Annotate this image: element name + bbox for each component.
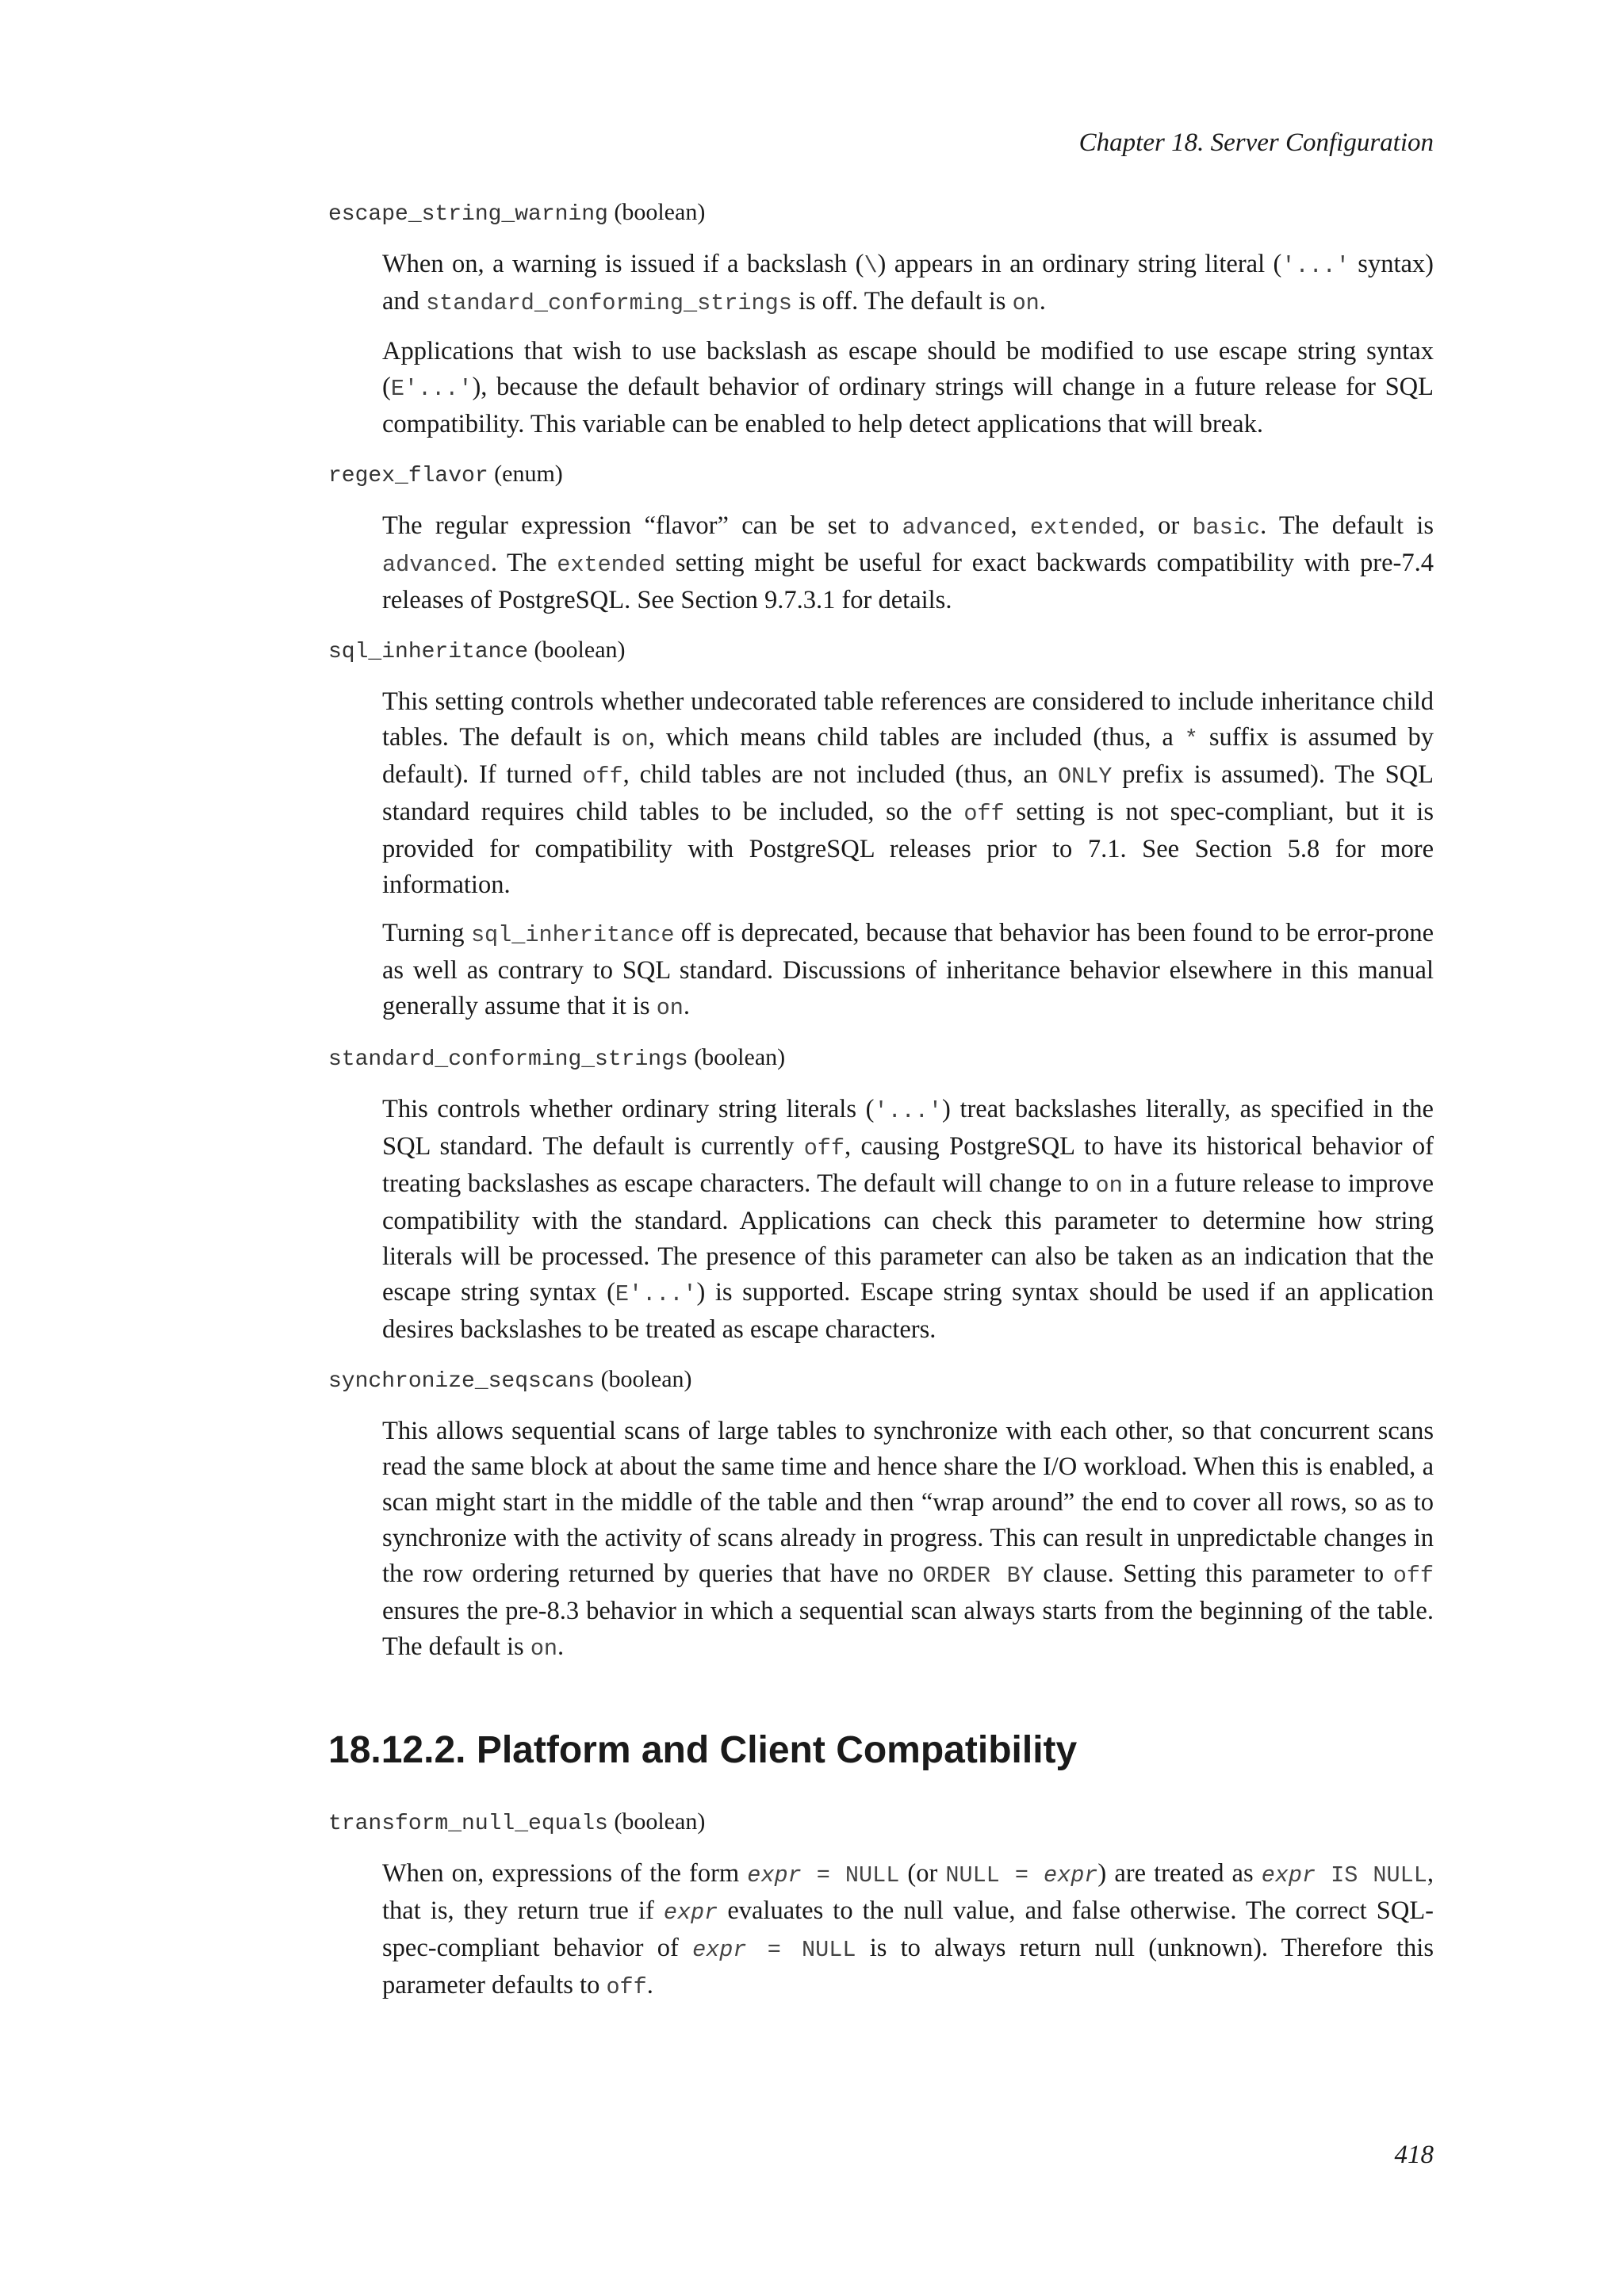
text-run: prefix is assumed). The SQL standard requires child tables to be included, so the bbox=[382, 760, 1434, 826]
text-run: , child tables are not included (thus, an bbox=[622, 760, 1058, 789]
text-run: ) are treated as bbox=[1097, 1859, 1262, 1888]
parameter-description bbox=[382, 1092, 1434, 1348]
parameter-term bbox=[328, 1364, 1434, 1398]
entry-list bbox=[328, 197, 1434, 1667]
code-text: '...' bbox=[1281, 253, 1350, 279]
inline-code bbox=[382, 552, 491, 578]
inline-code bbox=[963, 801, 1004, 827]
code-text: ONLY bbox=[1058, 763, 1113, 790]
entry-list-2 bbox=[328, 1806, 1434, 2005]
code-text: on bbox=[1095, 1173, 1123, 1199]
parameter-type: (enum) bbox=[494, 461, 563, 487]
inline-code bbox=[606, 1974, 646, 2000]
description-paragraph bbox=[382, 1856, 1434, 2005]
inline-code bbox=[582, 763, 622, 790]
code-text: off bbox=[1392, 1563, 1434, 1589]
parameter-term bbox=[328, 1042, 1434, 1076]
inline-code bbox=[1096, 1173, 1123, 1199]
code-text: sql_inheritance bbox=[470, 922, 675, 948]
code-text: '...' bbox=[874, 1098, 942, 1124]
code-text: * bbox=[1184, 726, 1198, 752]
text-run: Turning bbox=[382, 919, 471, 947]
code-text: ORDER BY bbox=[922, 1563, 1034, 1589]
inline-code bbox=[747, 1862, 899, 1888]
inline-code bbox=[923, 1563, 1034, 1589]
text-run: off is deprecated, because that behavior has been found to be error-prone as well as contrary to SQL standard. Discussions of inheritance behavior elsewhere in this manual generally assume that it is bbox=[382, 919, 1434, 1020]
text-run: ) appears in an ordinary string literal ( bbox=[877, 250, 1282, 278]
text-run: ) is supported. Escape string syntax should be used if an application desires backslashes to be treated as escape characters. bbox=[382, 1278, 1434, 1344]
code-placeholder: expr bbox=[747, 1862, 802, 1888]
parameter-description bbox=[382, 247, 1434, 442]
code-text: on bbox=[1012, 290, 1040, 316]
code-placeholder: expr bbox=[663, 1900, 718, 1926]
code-text: = NULL bbox=[801, 1862, 900, 1888]
parameter-type: (boolean) bbox=[534, 637, 626, 663]
inline-code bbox=[1393, 1563, 1434, 1589]
code-text: E'...' bbox=[615, 1281, 697, 1307]
description-paragraph bbox=[382, 916, 1434, 1026]
code-text: NULL = bbox=[945, 1862, 1044, 1888]
parameter-term bbox=[328, 1806, 1434, 1840]
parameter-type: (boolean) bbox=[614, 199, 706, 225]
code-text: \ bbox=[864, 253, 878, 279]
text-run: ensures the pre-8.3 behavior in which a sequential scan always starts from the beginning of the table. The default is bbox=[382, 1597, 1434, 1661]
text-run: clause. Setting this parameter to bbox=[1033, 1559, 1393, 1588]
inline-code bbox=[615, 1281, 697, 1307]
page-number: 418 bbox=[1394, 2141, 1434, 2169]
text-run: When on, a warning is issued if a backslash ( bbox=[382, 250, 864, 278]
text-run: syntax) and bbox=[382, 250, 1434, 316]
parameter-description bbox=[382, 684, 1434, 1026]
text-run: , that is, they return true if bbox=[382, 1859, 1434, 1925]
parameter-description bbox=[382, 1414, 1434, 1667]
parameter-type: (boolean) bbox=[614, 1808, 706, 1835]
description-paragraph bbox=[382, 1414, 1434, 1667]
inline-code bbox=[657, 995, 684, 1021]
parameter-type: (boolean) bbox=[600, 1366, 692, 1392]
text-run: This allows sequential scans of large tables to synchronize with each other, so that concurrent scans read the same block at about the same time and hence share the I/O workload. When this is enabled, a scan might start in the middle of the table and then “wrap around” the end to cover all rows, so as to synchronize with the activity of scans already in progress. This can result in unpredictable changes in the row ordering returned by queries that have no bbox=[382, 1417, 1434, 1588]
text-run: in a future release to improve compatibility with the standard. Applications can check this parameter to determine how string literals will be processed. The presence of this parameter can also be taken as an indication that the escape string syntax ( bbox=[382, 1169, 1434, 1307]
parameter-name: sql_inheritance bbox=[328, 640, 529, 664]
inline-code bbox=[1262, 1862, 1427, 1888]
description-paragraph bbox=[382, 247, 1434, 321]
description-paragraph bbox=[382, 334, 1434, 442]
code-text: on bbox=[530, 1636, 558, 1662]
text-run: ) treat backslashes literally, as specified in the SQL standard. The default is currently bbox=[382, 1095, 1434, 1161]
inline-code bbox=[902, 515, 1011, 541]
inline-code bbox=[692, 1937, 856, 1963]
inline-code bbox=[945, 1862, 1097, 1888]
code-text: off bbox=[803, 1135, 845, 1161]
parameter-type: (boolean) bbox=[694, 1044, 786, 1070]
text-run: setting might be useful for exact backwards compatibility with pre-7.4 releases of PostgreSQL. See Section 9.7.3.1 for details. bbox=[382, 549, 1434, 614]
text-run: , or bbox=[1138, 511, 1193, 540]
code-text: advanced bbox=[382, 552, 491, 578]
text-run: . The default is bbox=[1260, 511, 1434, 540]
text-run: , causing PostgreSQL to have its historical behavior of treating backslashes as escape characters. The default will change to bbox=[382, 1132, 1434, 1198]
code-text: IS NULL bbox=[1316, 1862, 1427, 1888]
inline-code bbox=[530, 1636, 557, 1662]
parameter-description bbox=[382, 508, 1434, 618]
text-run: Applications that wish to use backslash as escape should be modified to use escape string syntax ( bbox=[382, 337, 1434, 401]
inline-code bbox=[1185, 726, 1198, 752]
code-text: on bbox=[621, 726, 649, 752]
text-run: , which means child tables are included (thus, a bbox=[648, 723, 1185, 752]
inline-code bbox=[664, 1900, 718, 1926]
description-paragraph bbox=[382, 1092, 1434, 1348]
code-text: off bbox=[963, 801, 1005, 827]
code-text: on bbox=[656, 995, 684, 1021]
text-run: . bbox=[646, 1971, 653, 1999]
text-run: . bbox=[1039, 287, 1046, 316]
parameter-term bbox=[328, 634, 1434, 668]
text-run: suffix is assumed by default). If turned bbox=[382, 723, 1434, 789]
parameter-name: transform_null_equals bbox=[328, 1812, 608, 1836]
parameter-name: escape_string_warning bbox=[328, 202, 608, 227]
inline-code bbox=[471, 922, 675, 948]
code-placeholder: expr bbox=[1044, 1862, 1098, 1888]
text-run: , bbox=[1010, 511, 1030, 540]
code-text: standard_conforming_strings bbox=[426, 290, 792, 316]
inline-code bbox=[1193, 515, 1261, 541]
parameter-name: standard_conforming_strings bbox=[328, 1047, 688, 1072]
section-title: 18.12.2. Platform and Client Compatibility bbox=[328, 1729, 1078, 1771]
running-head: Chapter 18. Server Configuration bbox=[1078, 128, 1434, 157]
inline-code bbox=[1013, 290, 1040, 316]
code-text: basic bbox=[1192, 515, 1261, 541]
parameter-term bbox=[328, 197, 1434, 231]
text-run: This setting controls whether undecorated table references are considered to include inheritance child tables. The default is bbox=[382, 687, 1434, 752]
text-run: (or bbox=[899, 1859, 946, 1888]
inline-code bbox=[622, 726, 649, 752]
code-text: extended bbox=[1029, 515, 1139, 541]
text-run: setting is not spec-compliant, but it is provided for compatibility with PostgreSQL releases prior to 7.1. See Section 5.8 for more information. bbox=[382, 798, 1434, 899]
code-placeholder: expr bbox=[1261, 1862, 1316, 1888]
code-text: E'...' bbox=[390, 376, 473, 402]
inline-code bbox=[874, 1098, 942, 1124]
text-run: . The bbox=[490, 549, 557, 577]
parameter-term bbox=[328, 458, 1434, 492]
text-run: . bbox=[683, 992, 691, 1020]
code-text: off bbox=[582, 763, 623, 790]
inline-code bbox=[1281, 253, 1350, 279]
code-text: extended bbox=[557, 552, 666, 578]
inline-code bbox=[391, 376, 473, 402]
description-paragraph bbox=[382, 508, 1434, 618]
parameter-name: synchronize_seqscans bbox=[328, 1369, 596, 1394]
inline-code bbox=[557, 552, 665, 578]
text-run: evaluates to the null value, and false otherwise. The correct SQL-spec-compliant behavior of bbox=[382, 1896, 1434, 1962]
inline-code bbox=[804, 1135, 845, 1161]
text-run: . bbox=[557, 1632, 565, 1661]
text-run: The regular expression “flavor” can be set to bbox=[382, 511, 902, 540]
document-body bbox=[328, 197, 1434, 2021]
text-run: ), because the default behavior of ordinary strings will change in a future release for SQL compatibility. This variable can be enabled to help detect applications that will break. bbox=[382, 373, 1434, 438]
code-text: = NULL bbox=[746, 1937, 856, 1963]
inline-code bbox=[1058, 763, 1112, 790]
inline-code bbox=[1030, 515, 1139, 541]
inline-code bbox=[426, 290, 792, 316]
inline-code bbox=[864, 253, 877, 279]
code-placeholder: expr bbox=[692, 1937, 747, 1963]
description-paragraph bbox=[382, 684, 1434, 903]
code-text: advanced bbox=[902, 515, 1011, 541]
text-run: is to always return null (unknown). Therefore this parameter defaults to bbox=[382, 1934, 1434, 1999]
text-run: is off. The default is bbox=[791, 287, 1013, 316]
text-run: When on, expressions of the form bbox=[382, 1859, 748, 1888]
parameter-name: regex_flavor bbox=[328, 464, 488, 488]
code-text: off bbox=[606, 1974, 647, 2000]
text-run: This controls whether ordinary string literals ( bbox=[382, 1095, 875, 1123]
parameter-description bbox=[382, 1856, 1434, 2005]
